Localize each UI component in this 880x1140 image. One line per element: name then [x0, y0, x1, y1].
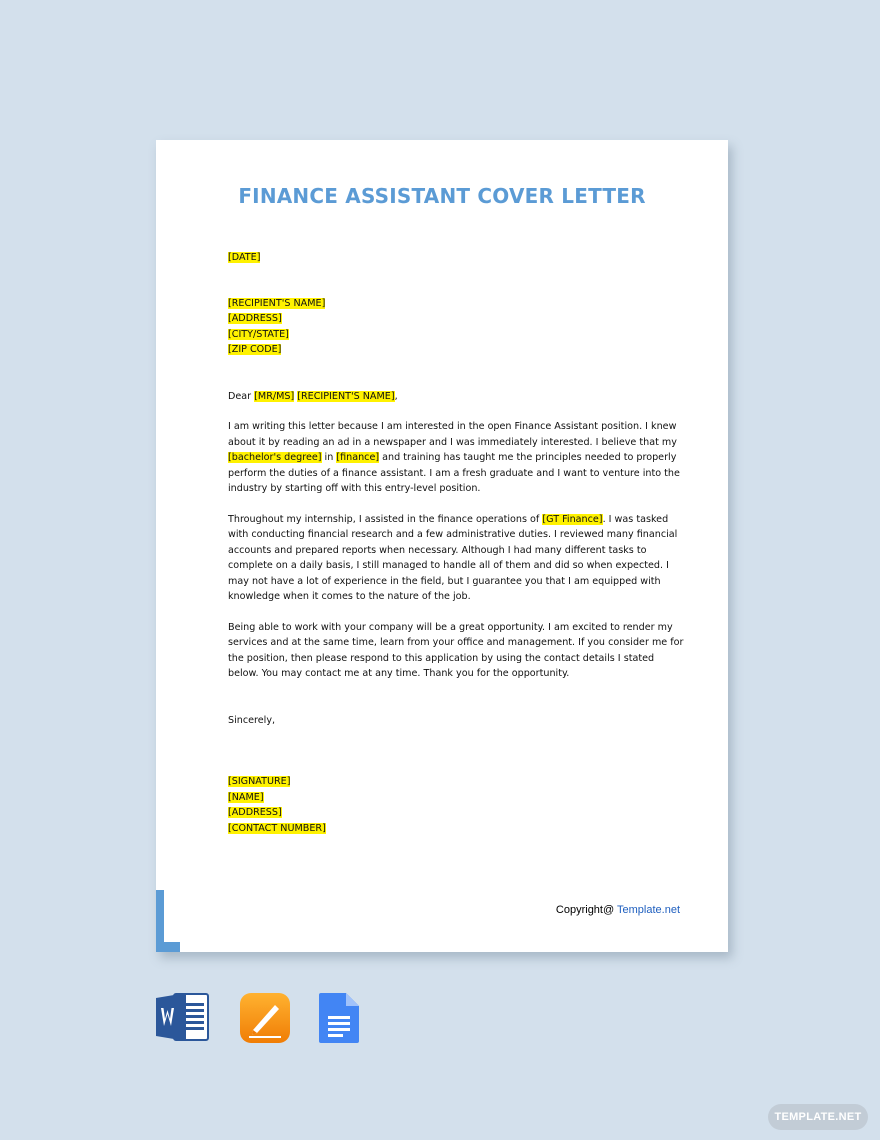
recipient-block — [228, 296, 686, 358]
paragraph-1: I am writing this letter because I am interested in the open Finance Assistant position. I knew about it by reading an ad in a newspaper and I was immediately interested. I believe that my [bachelor's degree] in [finance] and training has taught me the principles needed to properly perform the duties of a finance assistant. I am a fresh graduate and I want to venture into the industry by starting off with this entry-level position. — [228, 421, 680, 494]
document-title: FINANCE ASSISTANT COVER LETTER — [238, 184, 646, 208]
degree-field: [bachelor's degree] — [228, 452, 322, 463]
recipient-zip-field: [ZIP CODE] — [228, 344, 282, 355]
pages-icon[interactable] — [239, 992, 291, 1049]
copyright-notice: Copyright@ Template.net — [555, 904, 680, 916]
salutation: Dear [MR/MS] [RECIPIENT'S NAME], — [228, 390, 398, 402]
signature-block — [228, 774, 686, 836]
document-page — [156, 140, 728, 952]
closing: Sincerely, — [228, 714, 276, 726]
template-net-badge[interactable]: TEMPLATE.NET — [768, 1104, 868, 1130]
paragraph-3: Being able to work with your company will be a great opportunity. I am excited to render my services and at the same time, learn from your office and management. If you consider me for the position, then please respond to this application by using the contact details I stated below. You may contact me at any time. Thank you for the opportunity. — [228, 621, 684, 679]
paragraph-2: Throughout my internship, I assisted in the finance operations of [GT Finance]. I was tasked with conducting financial research and a few administrative duties. I reviewed many financial accounts and prepared reports when necessary. Although I had many different tasks to complete on a daily basis, I still managed to handle all of them and did so when expected. I may not have a lot of experience in the field, but I guarantee you that I am equipped with knowledge when it comes to the nature of the job. — [228, 513, 678, 602]
recipient-name-field: [RECIPIENT'S NAME] — [228, 297, 326, 309]
salutation-name-field: [RECIPIENT'S NAME] — [297, 390, 395, 402]
recipient-address-field: [ADDRESS] — [228, 313, 282, 324]
google-docs-icon[interactable] — [318, 992, 360, 1049]
letter-body — [228, 250, 686, 836]
date-field: [DATE] — [228, 252, 261, 263]
template-link[interactable]: Template.net — [617, 904, 680, 916]
sender-name-field: [NAME] — [228, 791, 264, 803]
contact-number-field: [CONTACT NUMBER] — [228, 822, 326, 834]
signature-field: [SIGNATURE] — [228, 776, 291, 787]
company-field: [GT Finance] — [542, 513, 603, 525]
corner-accent-base — [156, 942, 180, 952]
salutation-title-field: [MR/MS] — [254, 390, 295, 402]
sender-address-field: [ADDRESS] — [228, 807, 282, 818]
word-icon[interactable] — [156, 992, 210, 1047]
field-of-study-field: [finance] — [336, 452, 380, 463]
recipient-city-field: [CITY/STATE] — [228, 328, 289, 340]
